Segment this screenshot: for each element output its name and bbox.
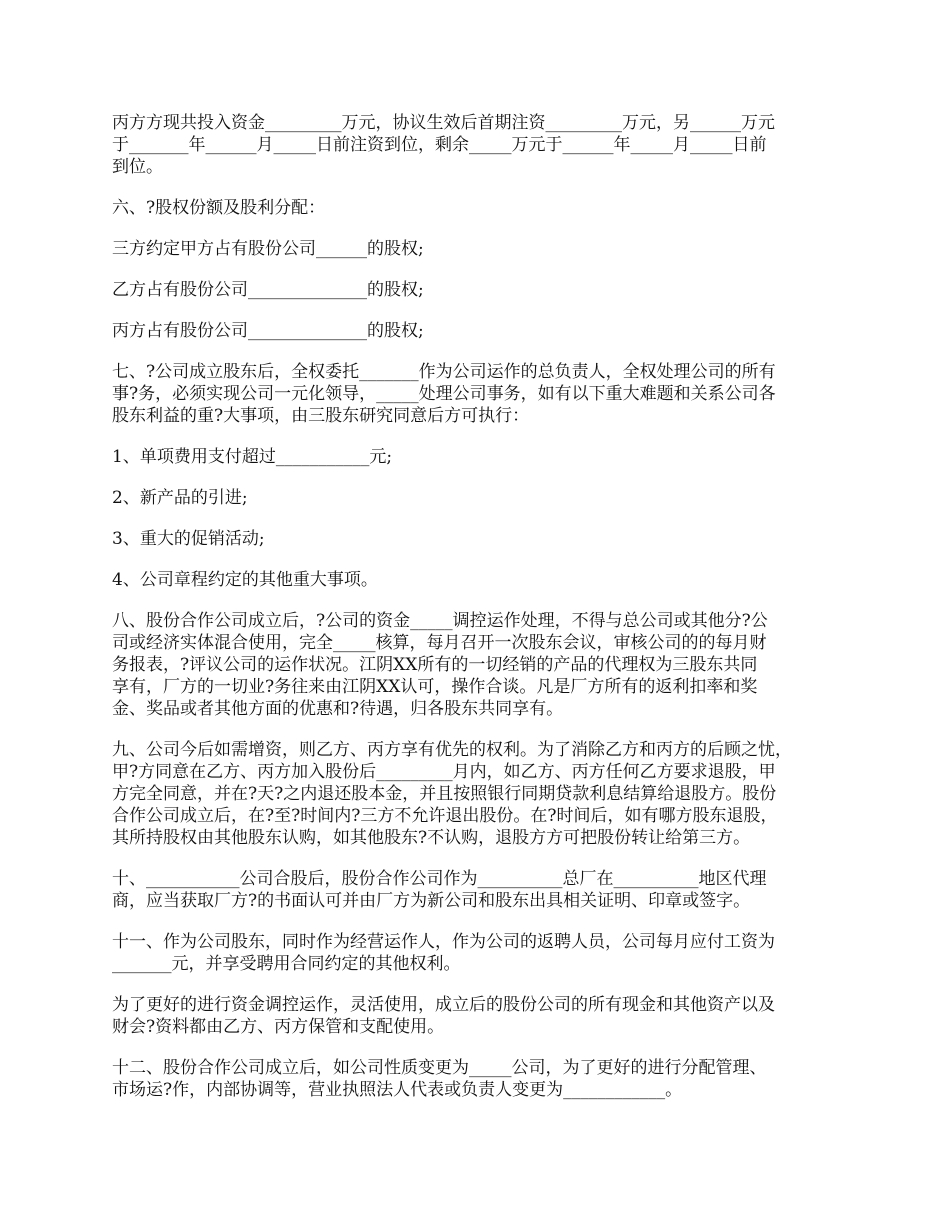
text-line: 事?务，必须实现公司一元化领导，_____处理公司事务，如有以下重大难题和关系公司各 <box>112 384 776 404</box>
list-item-4 <box>112 569 842 591</box>
section-12-paragraph <box>112 1057 842 1101</box>
text-line: 十、___________公司合股后，股份合作公司作为__________总厂在__________地区代理 <box>112 869 767 889</box>
text-line: 其所持股权由其他股东认购，如其他股东?不认购，退股方方可把股份转让给第三方。 <box>112 828 751 848</box>
text-line: 丙方方现共投入资金_________万元，协议生效后首期注资_________万元，另______万元 <box>112 113 775 133</box>
text-line: 丙方占有股份公司______________的股权; <box>112 321 424 341</box>
section-6-heading <box>112 197 842 219</box>
text-line: 财会?资料都由乙方、丙方保管和支配使用。 <box>112 1017 445 1037</box>
paragraph-equity-party-b <box>112 279 842 301</box>
text-line: 市场运?作，内部协调等，营业执照法人代表或负责人变更为____________。 <box>112 1080 683 1100</box>
text-line: 1、单项费用支付超过___________元; <box>112 447 393 467</box>
paragraph-capital-investment <box>112 112 842 178</box>
text-line: 股东利益的重?大事项，由三股东研究同意后方可执行： <box>112 406 530 426</box>
text-line: 商，应当获取厂方?的书面认可并由厂方为新公司和股东出具相关证明、印章或签字。 <box>112 891 751 911</box>
text-line: 4、公司章程约定的其他重大事项。 <box>112 570 378 590</box>
text-line: 3、重大的促销活动; <box>112 529 265 549</box>
paragraph-equity-party-a <box>112 238 842 260</box>
text-line: 十一、作为公司股东，同时作为经营运作人，作为公司的返聘人员，公司每月应付工资为 <box>112 932 775 952</box>
paragraph-equity-party-c <box>112 320 842 342</box>
text-line: 乙方占有股份公司______________的股权; <box>112 280 424 300</box>
text-line: 享有，厂方的一切业?务往来由江阴XX认可，操作合谈。凡是厂方所有的返利扣率和奖 <box>112 677 758 697</box>
text-line: _______元，并享受聘用合同约定的其他权利。 <box>112 954 461 974</box>
section-8-paragraph <box>112 610 842 720</box>
section-10-paragraph <box>112 868 842 912</box>
text-line: 八、股份合作公司成立后，?公司的资金_____调控运作处理，不得与总公司或其他分?公 <box>112 611 768 631</box>
section-7-paragraph <box>112 361 842 427</box>
text-line: 九、公司今后如需增资，则乙方、丙方享有优先的权利。为了消除乙方和丙方的后顾之忧， <box>112 740 792 760</box>
text-line: 金、奖品或者其他方面的优惠和?待遇，归各股东共同享有。 <box>112 699 564 719</box>
text-line: 十二、股份合作公司成立后，如公司性质变更为_____公司，为了更好的进行分配管理、 <box>112 1058 767 1078</box>
text-line: 于_______年______月_____日前注资到位，剩余_____万元于______年_____月_____日前 <box>112 135 767 155</box>
text-line: 三方约定甲方占有股份公司______的股权; <box>112 239 424 259</box>
paragraph-funds-management <box>112 994 842 1038</box>
text-line: 到位。 <box>112 157 163 177</box>
heading-text: 六、?股权份额及股利分配： <box>112 198 326 218</box>
list-item-1 <box>112 446 842 468</box>
list-item-2 <box>112 487 842 509</box>
list-item-3 <box>112 528 842 550</box>
text-line: 七、?公司成立股东后，全权委托_______作为公司运作的总负责人，全权处理公司的所有 <box>112 362 776 382</box>
section-11-paragraph <box>112 931 842 975</box>
text-line: 合作公司成立后，在?至?时间内?三方不允许退出股份。在?时间后，如有哪方股东退股， <box>112 806 778 826</box>
text-line: 为了更好的进行资金调控运作，灵活使用，成立后的股份公司的所有现金和其他资产以及 <box>112 995 775 1015</box>
text-line: 甲?方同意在乙方、丙方加入股份后_________月内，如乙方、丙方任何乙方要求退股，甲 <box>112 762 776 782</box>
text-line: 务报表，?评议公司的运作状况。江阴XX所有的一切经销的产品的代理权为三股东共同 <box>112 655 758 675</box>
section-9-paragraph <box>112 739 842 849</box>
text-line: 司或经济实体混合使用，完全_____核算，每月召开一次股东会议，审核公司的的每月财 <box>112 633 767 653</box>
document-page <box>112 112 842 1120</box>
text-line: 2、新产品的引进; <box>112 488 248 508</box>
text-line: 方完全同意，并在?天?之内退还股本金，并且按照银行同期贷款利息结算给退股方。股份 <box>112 784 777 804</box>
